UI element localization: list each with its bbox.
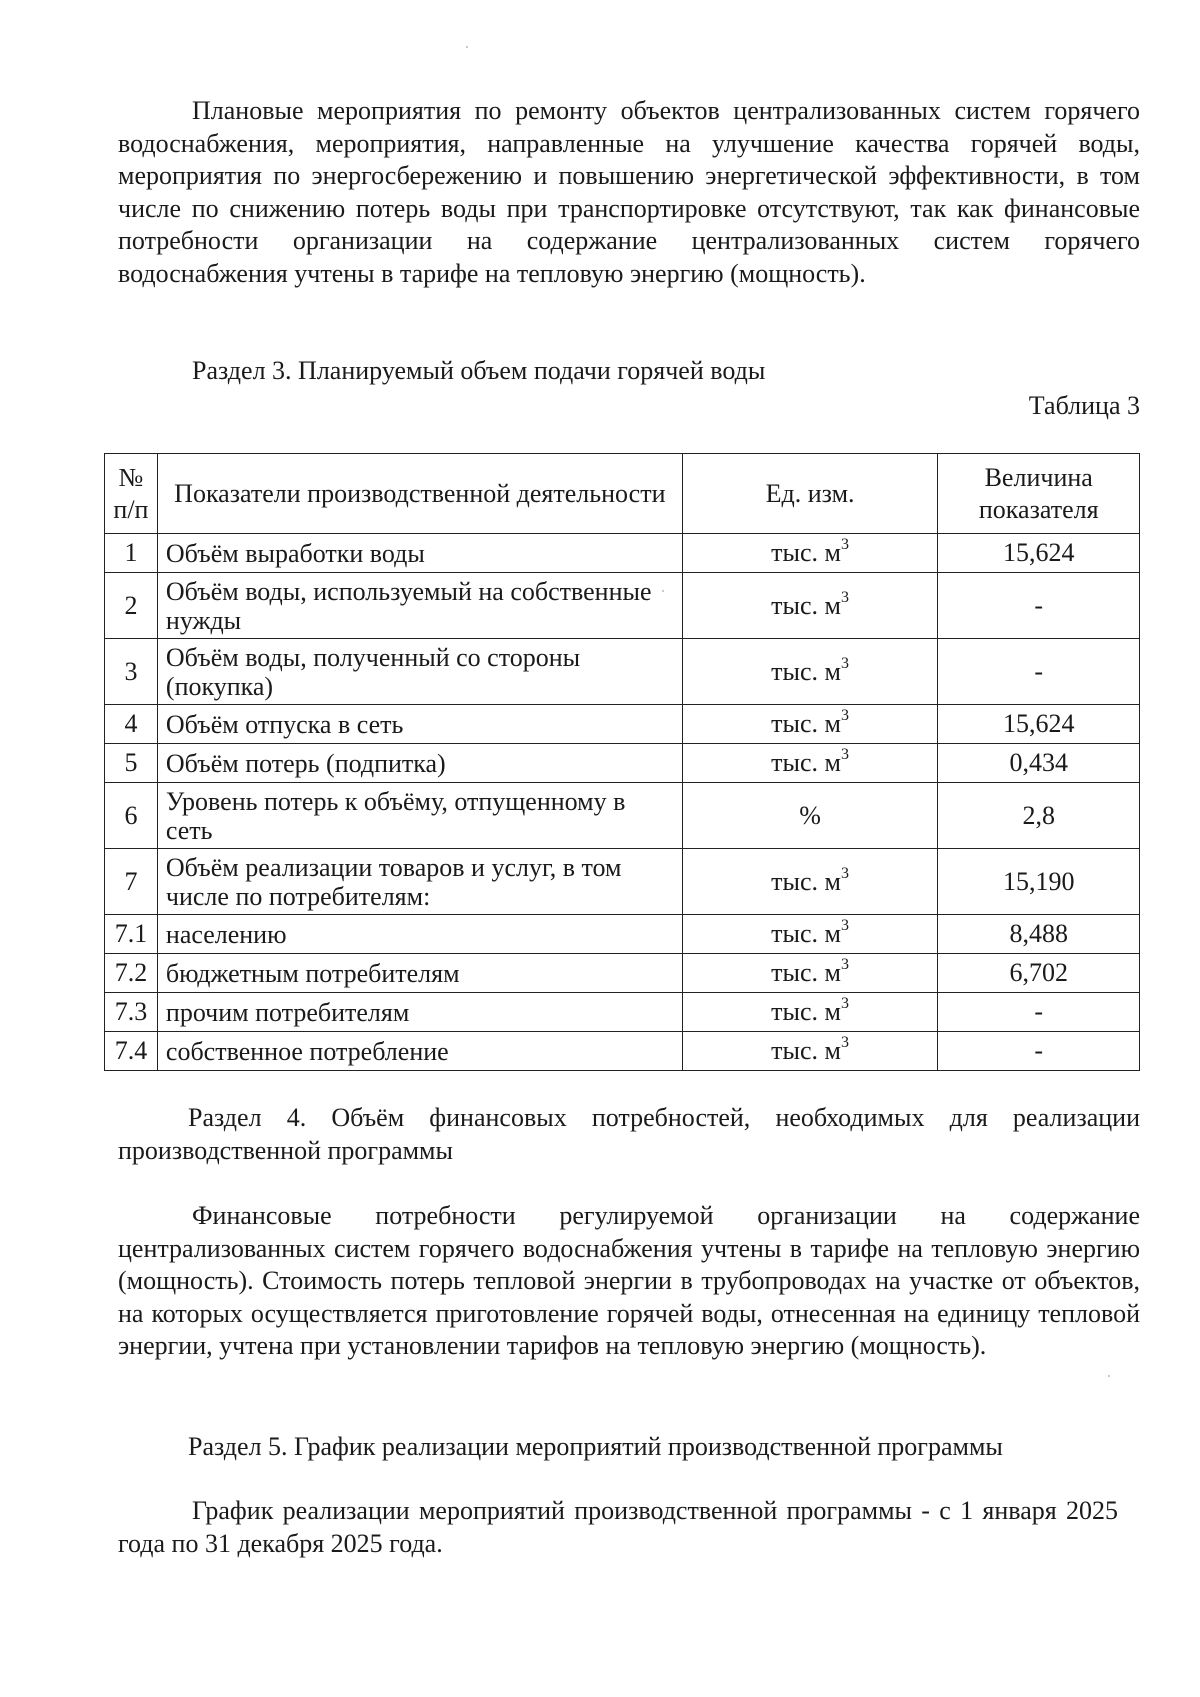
- table-row: [105, 705, 1140, 744]
- row-num: 5: [105, 744, 158, 783]
- row-value: 15,190: [938, 849, 1140, 915]
- table-header-row: [105, 454, 1140, 534]
- scan-speck: [466, 46, 468, 48]
- unit-superscript: 3: [841, 995, 849, 1013]
- row-unit: [682, 744, 938, 783]
- table-caption: Таблица 3: [1028, 391, 1140, 420]
- row-value: -: [938, 1032, 1140, 1071]
- row-name: прочим потребителям: [157, 993, 682, 1032]
- table-row: [105, 639, 1140, 705]
- row-value: 0,434: [938, 744, 1140, 783]
- table-row: [105, 954, 1140, 993]
- unit-superscript: 3: [841, 536, 849, 554]
- row-value: 15,624: [938, 534, 1140, 573]
- section-5-title: Раздел 5. График реализации мероприятий производственной программы: [188, 1432, 1003, 1461]
- intro-paragraph: Плановые мероприятия по ремонту объектов централизованных систем горячего водоснабжения, мероприятия, направленные на улучшение качества горячей воды, мероприятия по энергосбережению и повышению энергетической эффективности, в том числе по снижению потерь воды при транспортировке отсутствуют, так как финансовые потребности организации на содержание централизованных систем горячего водоснабжения учтены в тарифе на тепловую энергию (мощность).: [118, 96, 1140, 288]
- header-num: № п/п: [105, 454, 158, 534]
- table-row: [105, 915, 1140, 954]
- row-num: 4: [105, 705, 158, 744]
- row-num: 7.2: [105, 954, 158, 993]
- unit-text: тыс. м: [771, 538, 841, 567]
- unit-text: тыс. м: [771, 866, 841, 896]
- section-5-paragraph: График реализации мероприятий производственной программы - с 1 января 2025 года по 31 декабря 2025 года.: [118, 1496, 1118, 1558]
- row-unit: [682, 534, 938, 573]
- row-name: населению: [157, 915, 682, 954]
- unit-text: тыс. м: [771, 919, 841, 948]
- row-num: 7.1: [105, 915, 158, 954]
- row-num: 2: [105, 573, 158, 639]
- unit-superscript: 3: [841, 917, 849, 935]
- row-name: Объём воды, полученный со стороны (покупка): [157, 639, 682, 705]
- row-name: Объём воды, используемый на собственные нужды: [157, 573, 682, 639]
- header-unit: Ед. изм.: [682, 454, 938, 534]
- row-name: Уровень потерь к объёму, отпущенному в сеть: [157, 783, 682, 849]
- row-value: -: [938, 639, 1140, 705]
- row-unit: [682, 954, 938, 993]
- row-num: 7.3: [105, 993, 158, 1032]
- row-value: 2,8: [938, 783, 1140, 849]
- unit-text: тыс. м: [771, 748, 841, 777]
- section-3-title: Раздел 3. Планируемый объем подачи горячей воды: [192, 356, 766, 385]
- row-unit: [682, 783, 938, 849]
- row-value: 6,702: [938, 954, 1140, 993]
- table-row: [105, 534, 1140, 573]
- unit-text: тыс. м: [771, 656, 841, 686]
- table-row: [105, 849, 1140, 915]
- unit-superscript: 3: [841, 956, 849, 974]
- row-num: 3: [105, 639, 158, 705]
- row-unit: [682, 573, 938, 639]
- row-name: бюджетным потребителям: [157, 954, 682, 993]
- section-4-title: Раздел 4. Объём финансовых потребностей, необходимых для реализации производственной программы: [118, 1103, 1140, 1165]
- row-num: 7.4: [105, 1032, 158, 1071]
- header-value: Величина показателя: [938, 454, 1140, 534]
- header-indicator: Показатели производственной деятельности: [157, 454, 682, 534]
- row-name: Объём отпуска в сеть: [157, 705, 682, 744]
- unit-superscript: 3: [841, 1034, 849, 1052]
- unit-text: тыс. м: [771, 590, 841, 620]
- table-body: [105, 534, 1140, 1071]
- row-name: Объём выработки воды: [157, 534, 682, 573]
- row-value: -: [938, 573, 1140, 639]
- unit-text: тыс. м: [771, 958, 841, 987]
- section-4-paragraph: Финансовые потребности регулируемой организации на содержание централизованных систем горячего водоснабжения учтены в тарифе на тепловую энергию (мощность). Стоимость потерь тепловой энергии в трубопроводах на участке от объектов, на которых осуществляется приготовление горячей воды, отнесенная на единицу тепловой энергии, учтена при установлении тарифов на тепловую энергию (мощность).: [118, 1201, 1140, 1360]
- row-value: -: [938, 993, 1140, 1032]
- row-name: Объём потерь (подпитка): [157, 744, 682, 783]
- row-unit: [682, 915, 938, 954]
- row-value: 8,488: [938, 915, 1140, 954]
- unit-superscript: 3: [841, 746, 849, 764]
- production-indicators-table: [104, 453, 1140, 1071]
- row-unit: [682, 639, 938, 705]
- unit-text: тыс. м: [771, 1036, 841, 1065]
- row-unit: [682, 705, 938, 744]
- unit-text: тыс. м: [771, 997, 841, 1026]
- row-name: Объём реализации товаров и услуг, в том числе по потребителям:: [157, 849, 682, 915]
- row-num: 1: [105, 534, 158, 573]
- unit-superscript: 3: [841, 654, 849, 672]
- unit-text: тыс. м: [771, 709, 841, 738]
- unit-superscript: 3: [841, 707, 849, 725]
- table-row: [105, 993, 1140, 1032]
- unit-superscript: 3: [841, 864, 849, 882]
- table-row: [105, 1032, 1140, 1071]
- row-num: 7: [105, 849, 158, 915]
- unit-text: %: [799, 800, 821, 830]
- scan-speck: [1108, 1375, 1110, 1377]
- row-unit: [682, 993, 938, 1032]
- table-row: [105, 744, 1140, 783]
- table-row: [105, 573, 1140, 639]
- row-unit: [682, 849, 938, 915]
- row-num: 6: [105, 783, 158, 849]
- row-unit: [682, 1032, 938, 1071]
- unit-superscript: 3: [841, 588, 849, 606]
- row-value: 15,624: [938, 705, 1140, 744]
- table-row: [105, 783, 1140, 849]
- row-name: собственное потребление: [157, 1032, 682, 1071]
